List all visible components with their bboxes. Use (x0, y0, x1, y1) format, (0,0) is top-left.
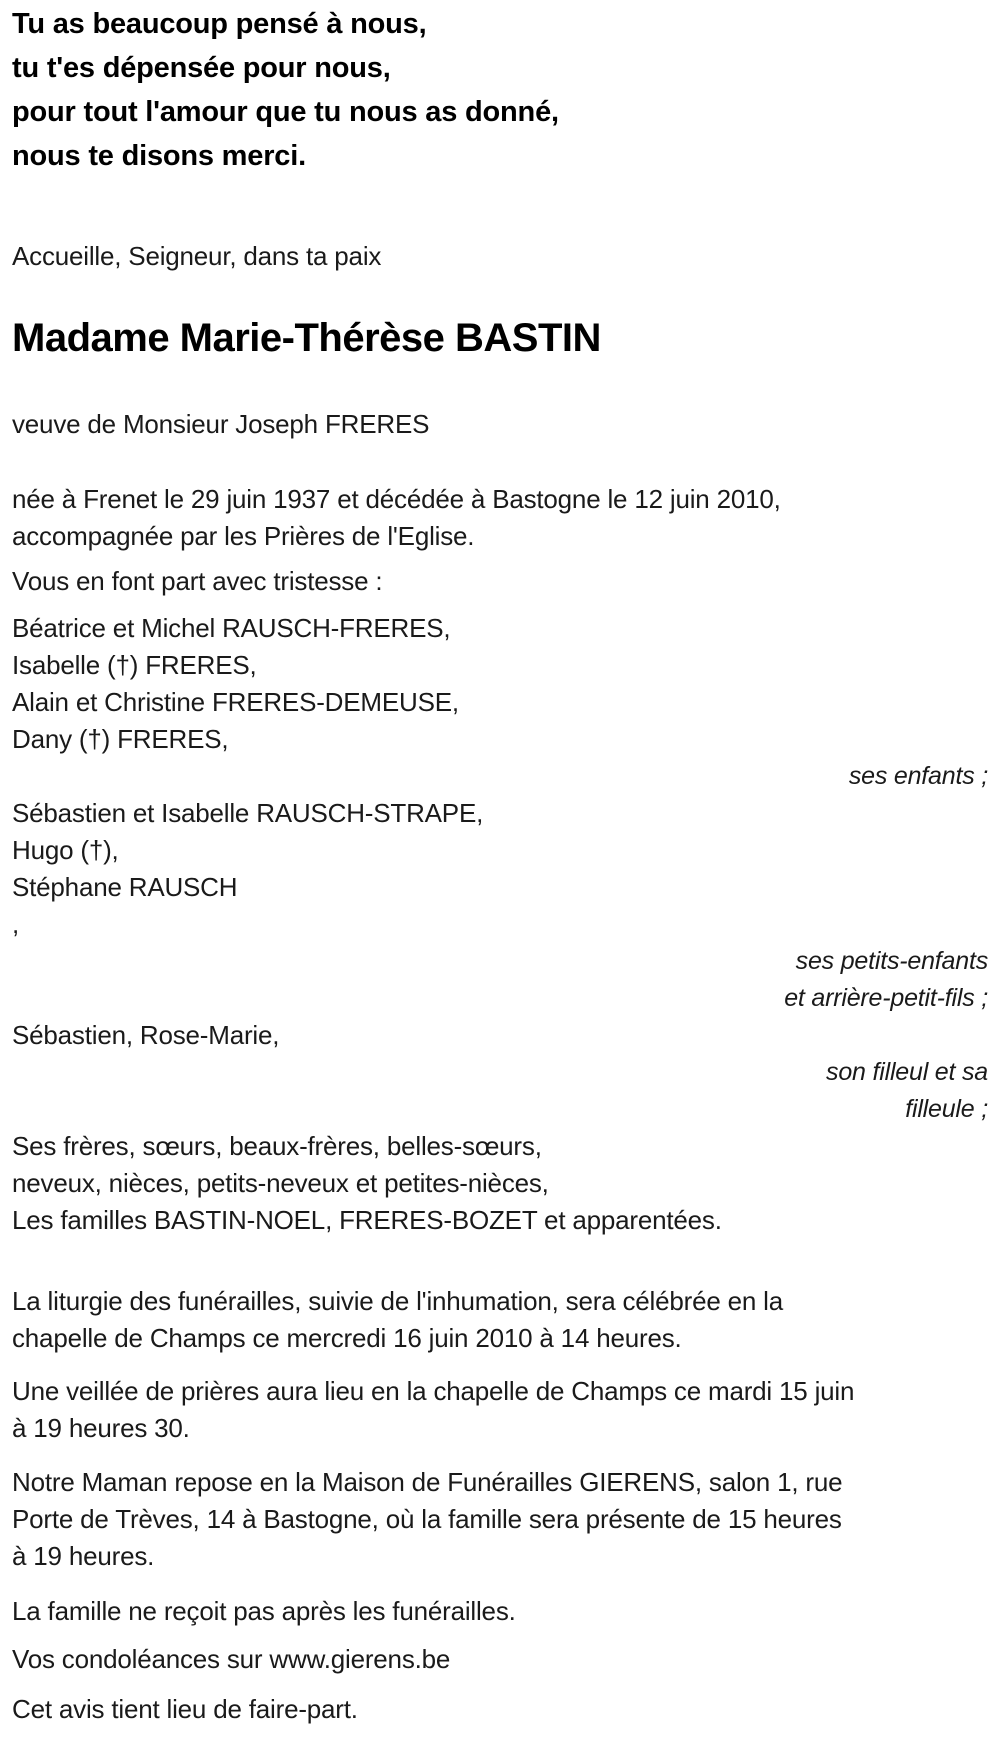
relation-label-line: ses petits-enfants (795, 947, 988, 975)
condolences-line (12, 1641, 988, 1678)
epigraph-line: pour tout l'amour que tu nous as donné, (12, 96, 559, 128)
family-member-line: neveux, nièces, petits-neveux et petites-nièces, (12, 1168, 549, 1198)
family-member-line: Sébastien et Isabelle RAUSCH-STRAPE, (12, 798, 484, 828)
relation-label-line: ses enfants ; (848, 762, 988, 790)
family-member-line: Stéphane RAUSCH (12, 872, 238, 902)
epigraph-line: Tu as beaucoup pensé à nous, (12, 8, 427, 40)
vigil-paragraph (12, 1373, 988, 1447)
vigil-line: à 19 heures 30. (12, 1413, 190, 1443)
liturgy-line: La liturgie des funérailles, suivie de l'inhumation, sera célébrée en la (12, 1286, 784, 1316)
relation-label-line: son filleul et sa (826, 1058, 988, 1086)
family-member-line: Ses frères, sœurs, beaux-frères, belles-sœurs, (12, 1131, 542, 1161)
life-details-paragraph (12, 481, 988, 555)
family-member-line: Dany (†) FRERES, (12, 724, 229, 754)
family-group-relatives (12, 1128, 988, 1239)
condolences-website-link[interactable]: www.gierens.be (269, 1644, 451, 1674)
family-group-grandchildren (12, 795, 988, 943)
repose-line: Porte de Trèves, 14 à Bastogne, où la famille sera présente de 15 heures (12, 1504, 842, 1534)
no-reception-line: La famille ne reçoit pas après les funérailles. (12, 1596, 516, 1626)
closing-line: Cet avis tient lieu de faire-part. (12, 1694, 358, 1724)
liturgy-paragraph (12, 1283, 988, 1357)
vigil-line: Une veillée de prières aura lieu en la chapelle de Champs ce mardi 15 juin (12, 1376, 855, 1406)
deceased-name-title: Madame Marie-Thérèse BASTIN (12, 316, 601, 360)
liturgy-line: chapelle de Champs ce mercredi 16 juin 2010 à 14 heures. (12, 1323, 682, 1353)
family-member-line: Les familles BASTIN-NOEL, FRERES-BOZET et apparentées. (12, 1205, 722, 1235)
relation-label-children (12, 758, 988, 795)
repose-paragraph (12, 1464, 988, 1575)
family-group-godchildren (12, 1017, 988, 1054)
family-member-line: Alain et Christine FRERES-DEMEUSE, (12, 687, 459, 717)
family-group-children (12, 610, 988, 758)
dedication-line: Accueille, Seigneur, dans ta paix (12, 241, 382, 271)
repose-line: à 19 heures. (12, 1541, 155, 1571)
relation-label-line: filleule ; (905, 1095, 988, 1123)
family-member-line: Isabelle (†) FRERES, (12, 650, 257, 680)
family-member-line: Sébastien, Rose-Marie, (12, 1020, 280, 1050)
relation-label-line: et arrière-petit-fils ; (784, 984, 988, 1012)
epigraph-line: tu t'es dépensée pour nous, (12, 52, 391, 84)
widow-of-line: veuve de Monsieur Joseph FRERES (12, 409, 430, 439)
relation-label-godchildren (12, 1054, 988, 1128)
condolences-prefix: Vos condoléances sur (12, 1644, 270, 1674)
relation-label-grandchildren (12, 943, 988, 1017)
announcement-line: Vous en font part avec tristesse : (12, 566, 383, 596)
life-details-line: née à Frenet le 29 juin 1937 et décédée à Bastogne le 12 juin 2010, (12, 484, 781, 514)
repose-line: Notre Maman repose en la Maison de Funérailles GIERENS, salon 1, rue (12, 1467, 843, 1497)
epigraph-verse (12, 2, 988, 178)
epigraph-line: nous te disons merci. (12, 140, 306, 172)
family-member-line: Hugo (†), (12, 835, 119, 865)
life-details-line: accompagnée par les Prières de l'Eglise. (12, 521, 475, 551)
family-member-line: Béatrice et Michel RAUSCH-FRERES, (12, 613, 451, 643)
family-member-line: , (12, 909, 20, 939)
